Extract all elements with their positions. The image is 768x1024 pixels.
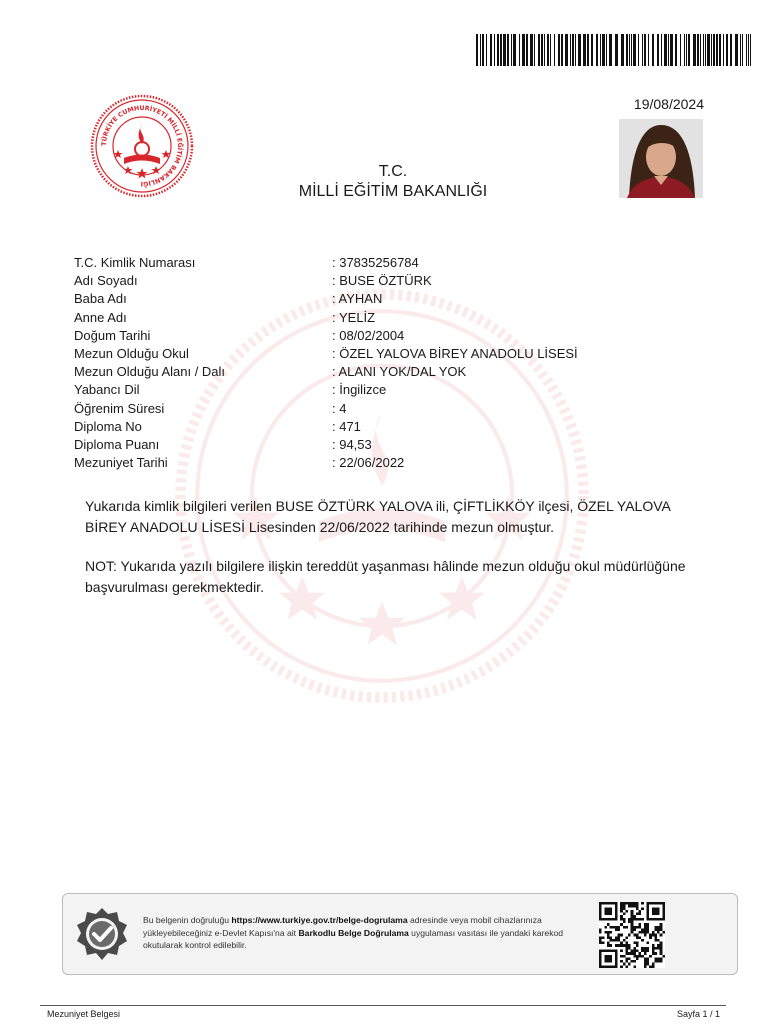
info-value: : 471 bbox=[332, 418, 361, 434]
info-value: : 94,53 bbox=[332, 437, 372, 453]
verified-badge-icon bbox=[73, 906, 131, 964]
verification-text bbox=[143, 914, 573, 952]
verify-text-part2: adresinde veya mobil cihazlarınıza yükleyebileceğiniz e-Devlet Kapısı'na ait bbox=[143, 915, 542, 938]
info-label: Mezun Olduğu Alanı / Dalı bbox=[74, 364, 226, 380]
verify-text-part3: uygulaması vasıtası ile yandaki karekod okutularak kontrol edilebilir. bbox=[143, 927, 564, 951]
info-row bbox=[74, 400, 674, 418]
info-label: Öğrenim Süresi bbox=[74, 400, 165, 416]
info-value: : İngilizce bbox=[332, 382, 387, 398]
info-label: T.C. Kimlik Numarası bbox=[74, 255, 196, 270]
info-value: : YELİZ bbox=[332, 309, 376, 325]
title-line-1: T.C. bbox=[378, 163, 408, 180]
document-title bbox=[0, 162, 768, 202]
info-label: Baba Adı bbox=[74, 291, 127, 307]
info-value: : ÖZEL YALOVA BİREY ANADOLU LİSESİ bbox=[332, 346, 578, 362]
info-row bbox=[74, 454, 674, 472]
barcode bbox=[476, 34, 754, 66]
info-row bbox=[74, 254, 674, 272]
title-line-2: MİLLİ EĞİTİM BAKANLIĞI bbox=[298, 183, 488, 200]
footer-document-name: Mezuniyet Belgesi bbox=[47, 1009, 121, 1019]
info-row bbox=[74, 381, 674, 399]
info-label: Adı Soyadı bbox=[74, 273, 138, 289]
info-row bbox=[74, 345, 674, 363]
student-info-table bbox=[74, 254, 674, 472]
info-row bbox=[74, 290, 674, 308]
info-label: Diploma No bbox=[74, 418, 142, 434]
info-value: : 22/06/2022 bbox=[332, 455, 405, 471]
verification-app-name: Barkodlu Belge Doğrulama bbox=[298, 927, 409, 938]
info-row bbox=[74, 363, 674, 381]
qr-code[interactable] bbox=[599, 902, 665, 968]
info-label: Yabancı Dil bbox=[74, 382, 140, 398]
footer-divider bbox=[40, 1005, 726, 1006]
verification-box bbox=[62, 893, 738, 975]
info-label: Diploma Puanı bbox=[74, 437, 160, 453]
info-value: : ALANI YOK/DAL YOK bbox=[332, 364, 467, 380]
info-value: : 08/02/2004 bbox=[332, 327, 405, 343]
footer-page-number: Sayfa 1 / 1 bbox=[676, 1009, 720, 1019]
info-row bbox=[74, 436, 674, 454]
info-value: : BUSE ÖZTÜRK bbox=[332, 273, 432, 289]
info-label: Mezuniyet Tarihi bbox=[74, 455, 168, 471]
info-row bbox=[74, 272, 674, 290]
info-row bbox=[74, 309, 674, 327]
info-label: Anne Adı bbox=[74, 309, 127, 325]
graduation-statement: Yukarıda kimlik bilgileri verilen BUSE ÖZTÜRK YALOVA ili, ÇİFTLİKKÖY ilçesi, ÖZEL YALOVA BİREY ANADOLU LİSESİ Lisesinden 22/06/2022 tarihinde mezun olmuştur. bbox=[85, 498, 671, 535]
document-date: 19/08/2024 bbox=[633, 96, 704, 112]
info-label: Doğum Tarihi bbox=[74, 327, 151, 343]
seal-ring-text: TÜRKİYE CUMHURİYETİ MİLLİ EĞİTİM BAKANLIĞI bbox=[100, 104, 184, 188]
verification-url[interactable]: https://www.turkiye.gov.tr/belge-dogrulama bbox=[231, 915, 408, 925]
info-value: : 4 bbox=[332, 400, 347, 416]
info-value: : 37835256784 bbox=[332, 255, 419, 270]
info-row bbox=[74, 418, 674, 436]
verify-text-part1: Bu belgenin doğruluğu bbox=[143, 915, 232, 925]
info-row bbox=[74, 327, 674, 345]
note-paragraph: NOT: Yukarıda yazılı bilgilere ilişkin tereddüt yaşanması hâlinde mezun olduğu okul müdürlüğüne başvurulması gerekmektedir. bbox=[85, 558, 686, 595]
info-value: : AYHAN bbox=[332, 291, 383, 307]
info-label: Mezun Olduğu Okul bbox=[74, 346, 189, 362]
